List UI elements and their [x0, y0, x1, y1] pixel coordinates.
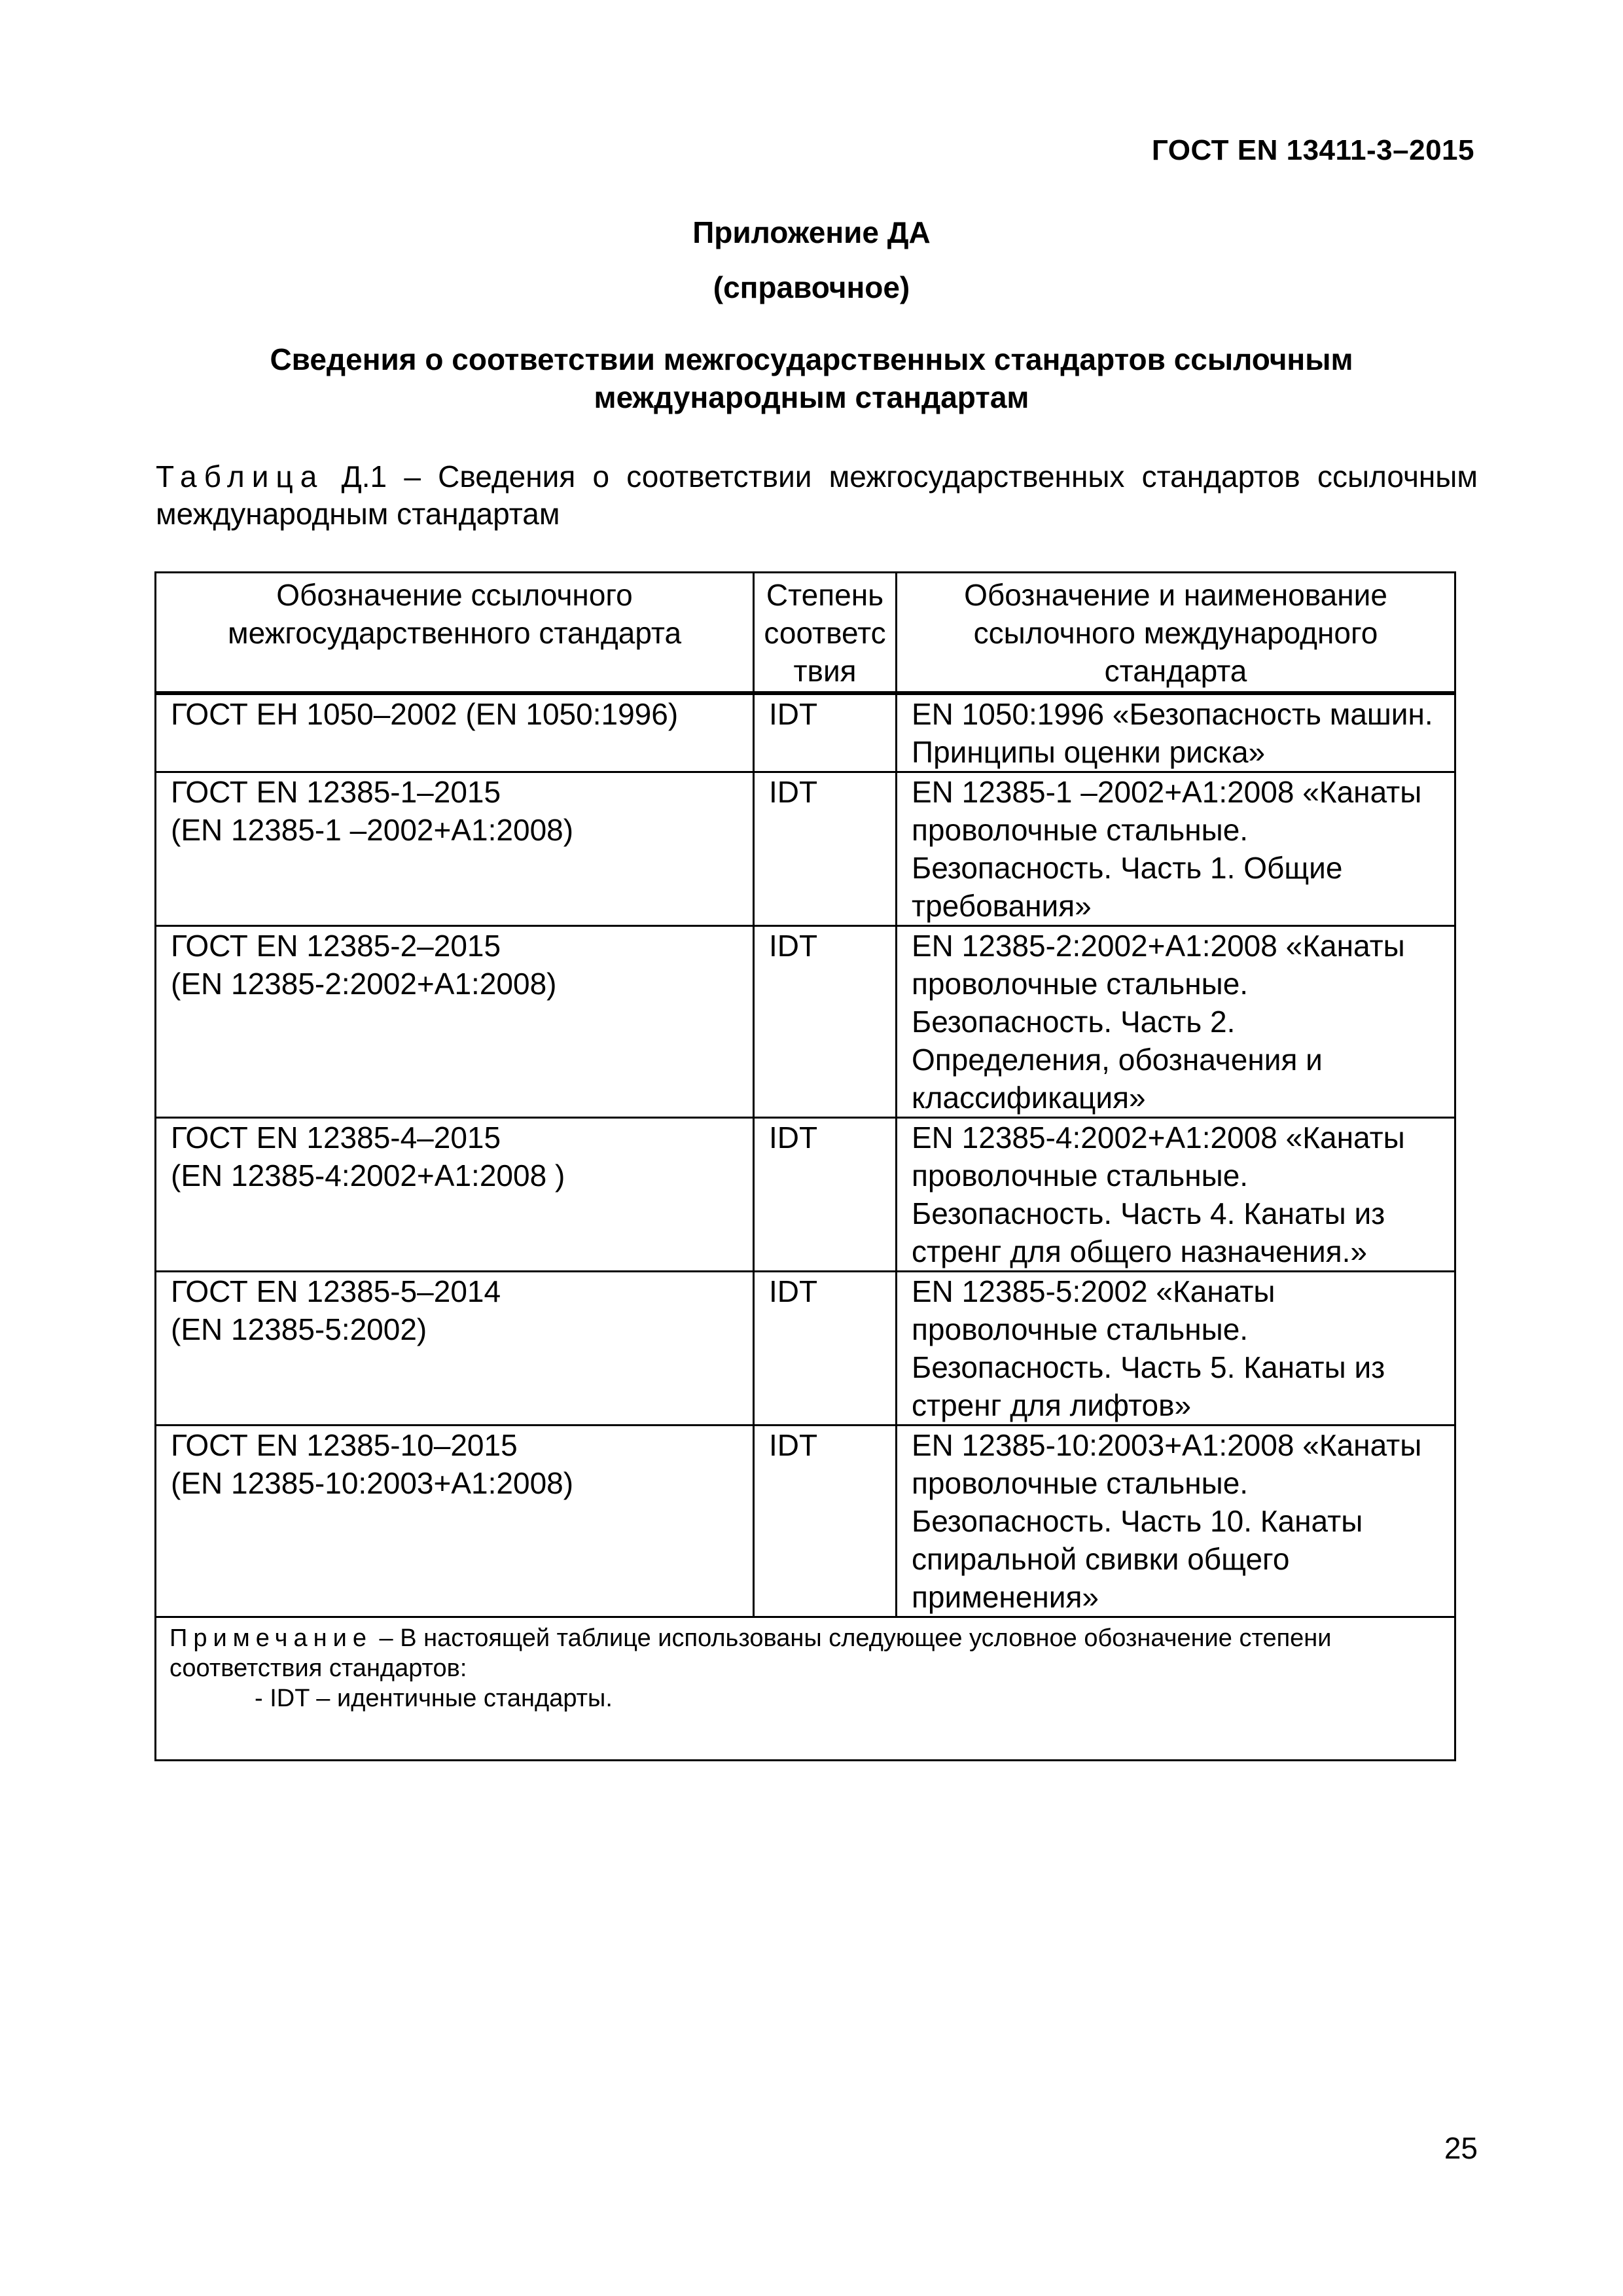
- cell-gost: ГОСТ ЕН 1050–2002 (EN 1050:1996): [156, 693, 754, 772]
- section-heading: Сведения о соответствии межгосударственных стандартов ссылочным международным стандартам: [270, 342, 1353, 414]
- table-header-row: [156, 573, 1455, 694]
- cell-international: EN 12385-5:2002 «Канаты проволочные стальные. Безопасность. Часть 5. Канаты из стренг для лифтов»: [897, 1272, 1455, 1426]
- cell-gost: ГОСТ EN 12385-5–2014 (EN 12385-5:2002): [156, 1272, 754, 1426]
- table-caption-text: Д.1 – Сведения о соответствии межгосударственных стандартов ссылочным международным стандартам: [156, 459, 1478, 531]
- cell-international: EN 12385-2:2002+A1:2008 «Канаты проволочные стальные. Безопасность. Часть 2. Определения, обозначения и классификация»: [897, 926, 1455, 1118]
- cell-degree: IDT: [754, 772, 897, 926]
- appendix-title: Приложение ДА: [692, 215, 931, 249]
- cell-international: EN 1050:1996 «Безопасность машин. Принципы оценки риска»: [897, 693, 1455, 772]
- cell-gost: ГОСТ EN 12385-10–2015 (EN 12385-10:2003+A1:2008): [156, 1426, 754, 1617]
- cell-gost: ГОСТ EN 12385-1–2015 (EN 12385-1 –2002+A1:2008): [156, 772, 754, 926]
- table-row: [156, 926, 1455, 1118]
- appendix-kind: (справочное): [713, 270, 910, 304]
- cell-degree: IDT: [754, 693, 897, 772]
- header-gost: Обозначение ссылочного межгосударственного стандарта: [156, 573, 754, 694]
- cell-gost: ГОСТ EN 12385-2–2015 (EN 12385-2:2002+A1:2008): [156, 926, 754, 1118]
- table-row: [156, 1118, 1455, 1272]
- page-number: 25: [1444, 2131, 1478, 2165]
- cell-degree: IDT: [754, 1426, 897, 1617]
- table-row: [156, 1272, 1455, 1426]
- standards-table: [154, 571, 1456, 1761]
- cell-gost: ГОСТ EN 12385-4–2015 (EN 12385-4:2002+A1:2008 ): [156, 1118, 754, 1272]
- note-first-line: [169, 1623, 1441, 1683]
- cell-degree: IDT: [754, 1272, 897, 1426]
- table-note-row: [156, 1617, 1455, 1761]
- cell-international: EN 12385-1 –2002+A1:2008 «Канаты проволочные стальные. Безопасность. Часть 1. Общие требования»: [897, 772, 1455, 926]
- cell-international: EN 12385-4:2002+A1:2008 «Канаты проволочные стальные. Безопасность. Часть 4. Канаты из стренг для общего назначения.»: [897, 1118, 1455, 1272]
- table-caption-label: Таблица: [156, 459, 325, 493]
- table-row: [156, 693, 1455, 772]
- table-row: [156, 1426, 1455, 1617]
- cell-degree: IDT: [754, 926, 897, 1118]
- table-caption: [156, 458, 1478, 533]
- document-code: ГОСТ EN 13411-3–2015: [1151, 134, 1474, 166]
- cell-degree: IDT: [754, 1118, 897, 1272]
- table-note: [156, 1617, 1455, 1761]
- table-row: [156, 772, 1455, 926]
- note-text: – В настоящей таблице использованы следующее условное обозначение степени соответствия стандартов:: [169, 1624, 1332, 1682]
- note-label: Примечание: [169, 1624, 372, 1652]
- header-international: Обозначение и наименование ссылочного международного стандарта: [897, 573, 1455, 694]
- cell-international: EN 12385-10:2003+A1:2008 «Канаты проволочные стальные. Безопасность. Часть 10. Канаты спиральной свивки общего применения»: [897, 1426, 1455, 1617]
- header-degree: Степень соответствия: [754, 573, 897, 694]
- note-item: - IDT – идентичные стандарты.: [255, 1685, 613, 1712]
